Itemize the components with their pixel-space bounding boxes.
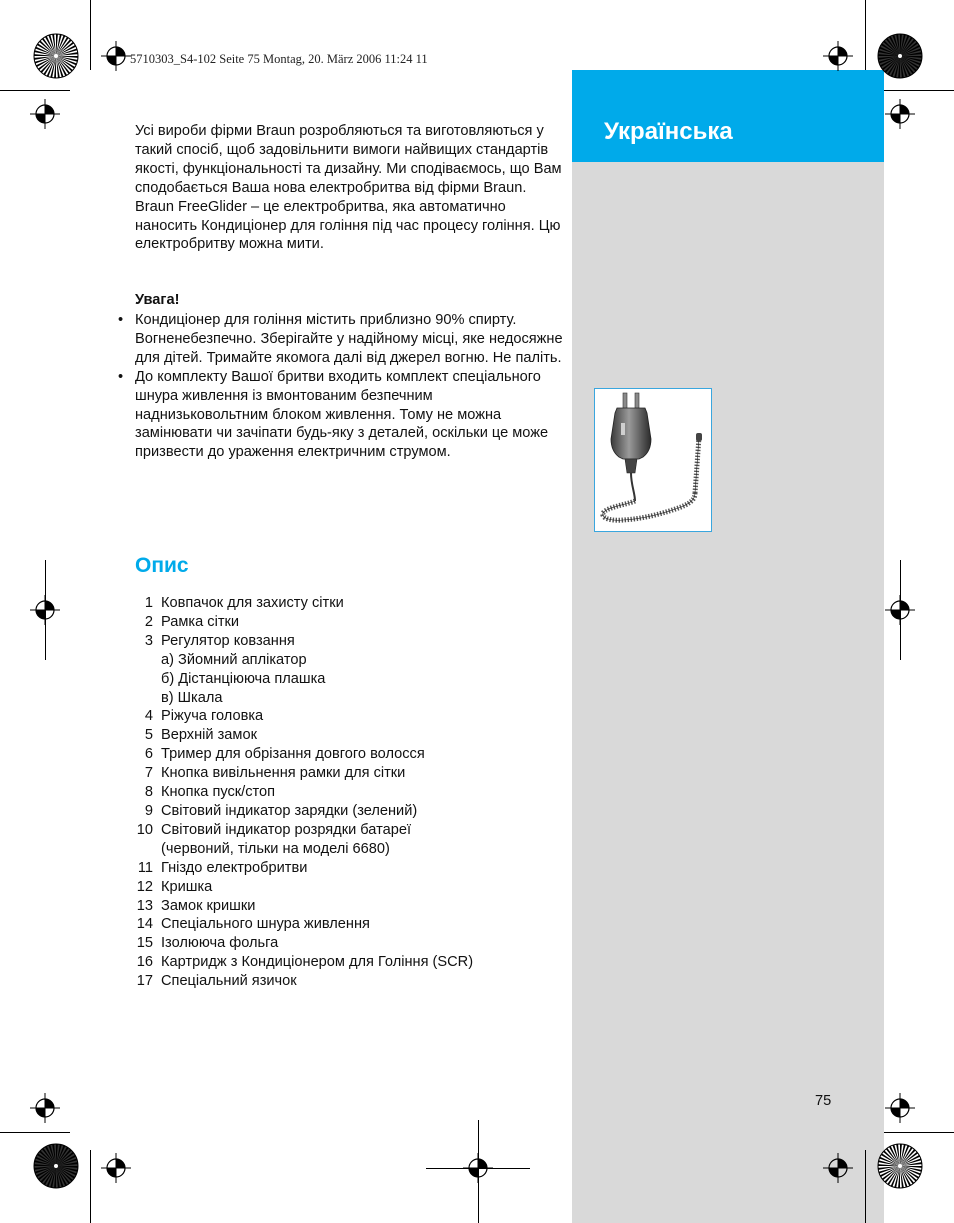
part-item (130, 953, 570, 972)
warning-item (118, 368, 563, 463)
part-item (130, 764, 570, 783)
part-item (130, 934, 570, 953)
device-plug-icon (696, 433, 702, 441)
power-cord-illustration (595, 389, 711, 531)
plug-label-icon (621, 423, 625, 435)
warning-title: Увага! (135, 292, 180, 308)
registration-cross-icon (885, 99, 915, 129)
part-number: 2 (144, 613, 153, 630)
part-number: 4 (144, 708, 153, 725)
crop-line (0, 1132, 70, 1133)
registration-cross-icon (823, 1153, 853, 1183)
registration-cross-icon (101, 41, 131, 71)
part-text: Спеціальний язичок (161, 973, 297, 990)
part-number: 17 (136, 973, 153, 990)
print-header: 5710303_S4-102 Seite 75 Montag, 20. März 2006 11:24 11 (130, 52, 428, 66)
part-text: Регулятор ковзання (161, 632, 295, 649)
part-item (130, 632, 570, 708)
part-text: Гніздо електробритви (161, 859, 308, 876)
part-item (130, 897, 570, 916)
crop-line (0, 90, 70, 91)
warning-list (118, 311, 563, 462)
bullet-icon: • (118, 368, 124, 385)
intro-paragraph: Braun FreeGlider – це електробритва, яка автоматично наносить Кондиціонер для гоління під час процесу гоління. Цю електробритву можна мити. (135, 198, 561, 253)
warning-item-text: До комплекту Вашої бритви входить комплект спеціального шнура живлення із вмонтованим безпечним наднизьковольтним блоком живлення. Тому не можна замінювати чи зачіпати будь-яку з деталей, оскільки це може призвести до ураження електричним струмом. (135, 368, 549, 461)
part-subitem: б) Дістанціююча плашка (161, 670, 326, 687)
bullet-icon: • (118, 312, 124, 328)
part-item (130, 707, 570, 726)
crop-line (90, 0, 91, 70)
plug-pin-icon (623, 393, 627, 409)
plug-pin-icon (635, 393, 639, 409)
part-item (130, 613, 570, 632)
part-subitem: в) Шкала (161, 689, 223, 706)
strain-relief-icon (625, 459, 637, 473)
part-number: 9 (144, 802, 153, 819)
part-number: 13 (136, 897, 153, 914)
part-text: Ізолююча фольга (161, 935, 279, 952)
part-text: Кнопка пуск/стоп (161, 784, 276, 801)
intro-text (135, 122, 565, 254)
part-number: 14 (136, 916, 153, 933)
power-cord-figure (594, 388, 712, 532)
registration-star-icon (876, 1142, 924, 1190)
crop-line (426, 1168, 530, 1169)
part-item (130, 972, 570, 991)
part-text: Ковпачок для захисту сітки (161, 595, 344, 611)
part-text: Замок кришки (161, 897, 256, 914)
crop-line (884, 1132, 954, 1133)
description-title: Опис (135, 554, 189, 577)
part-text: Рамка сітки (161, 613, 240, 630)
cable-icon (631, 473, 635, 501)
part-item (130, 878, 570, 897)
language-title: Українська (604, 118, 733, 145)
part-subitem: (червоний, тільки на моделі 6680) (161, 840, 390, 857)
intro-paragraph: Усі вироби фірми Braun розробляються та виготовляються у такий спосіб, щоб задовільнити вимоги найвищих стандартів якості, функціональності та дизайну. Ми сподіваємось, що Вам сподобається Ваша нова електробритва від фірми Braun. (135, 123, 562, 196)
crop-line (900, 560, 901, 660)
parts-list (130, 594, 570, 991)
part-number: 16 (136, 954, 153, 971)
sidebar-panel (572, 70, 884, 1223)
part-number: 3 (144, 632, 153, 649)
part-number: 7 (144, 765, 153, 782)
part-text: Світовий індикатор зарядки (зелений) (161, 802, 418, 819)
crop-line (884, 90, 954, 91)
part-item (130, 821, 570, 859)
crop-line (478, 1120, 479, 1223)
crop-line (45, 560, 46, 660)
part-text: Кришка (161, 878, 213, 895)
part-number: 6 (144, 746, 153, 763)
registration-star-icon (32, 32, 80, 80)
part-item (130, 745, 570, 764)
part-text: Спеціального шнура живлення (161, 916, 370, 933)
part-text: Верхній замок (161, 727, 257, 744)
part-number: 1 (144, 595, 153, 611)
language-band (572, 70, 884, 162)
part-subitem: а) Зйомний аплікатор (161, 651, 307, 668)
registration-star-icon (32, 1142, 80, 1190)
page-number: 75 (815, 1093, 832, 1109)
plug-body-icon (611, 408, 651, 459)
part-number: 11 (137, 859, 153, 876)
part-item (130, 859, 570, 878)
part-text: Тример для обрізання довгого волосся (161, 746, 425, 763)
registration-cross-icon (885, 1093, 915, 1123)
part-number: 8 (144, 784, 153, 801)
part-text: Картридж з Кондиціонером для Гоління (SCR) (161, 954, 474, 971)
registration-cross-icon (823, 41, 853, 71)
part-item (130, 726, 570, 745)
part-item (130, 594, 570, 613)
part-item (130, 915, 570, 934)
part-number: 5 (144, 727, 153, 744)
registration-star-icon (876, 32, 924, 80)
crop-line (90, 1150, 91, 1223)
crop-line (865, 1150, 866, 1223)
part-text: Ріжуча головка (161, 708, 264, 725)
registration-cross-icon (101, 1153, 131, 1183)
registration-cross-icon (30, 99, 60, 129)
warning-item-text: Кондиціонер для гоління містить приблизно 90% спирту. Вогненебезпечно. Зберігайте у надійному місці, яке недосяжне для дітей. Тримайте якомога далі від джерел вогню. Не паліть. (135, 312, 563, 366)
part-item (130, 802, 570, 821)
part-item (130, 783, 570, 802)
part-text: Кнопка вивільнення рамки для сітки (161, 765, 406, 782)
part-number: 10 (136, 821, 153, 838)
warning-item (118, 311, 563, 368)
crop-line (865, 0, 866, 70)
part-text: Світовий індикатор розрядки батареї (161, 821, 412, 838)
registration-cross-icon (30, 1093, 60, 1123)
part-number: 12 (136, 878, 153, 895)
part-number: 15 (136, 935, 153, 952)
